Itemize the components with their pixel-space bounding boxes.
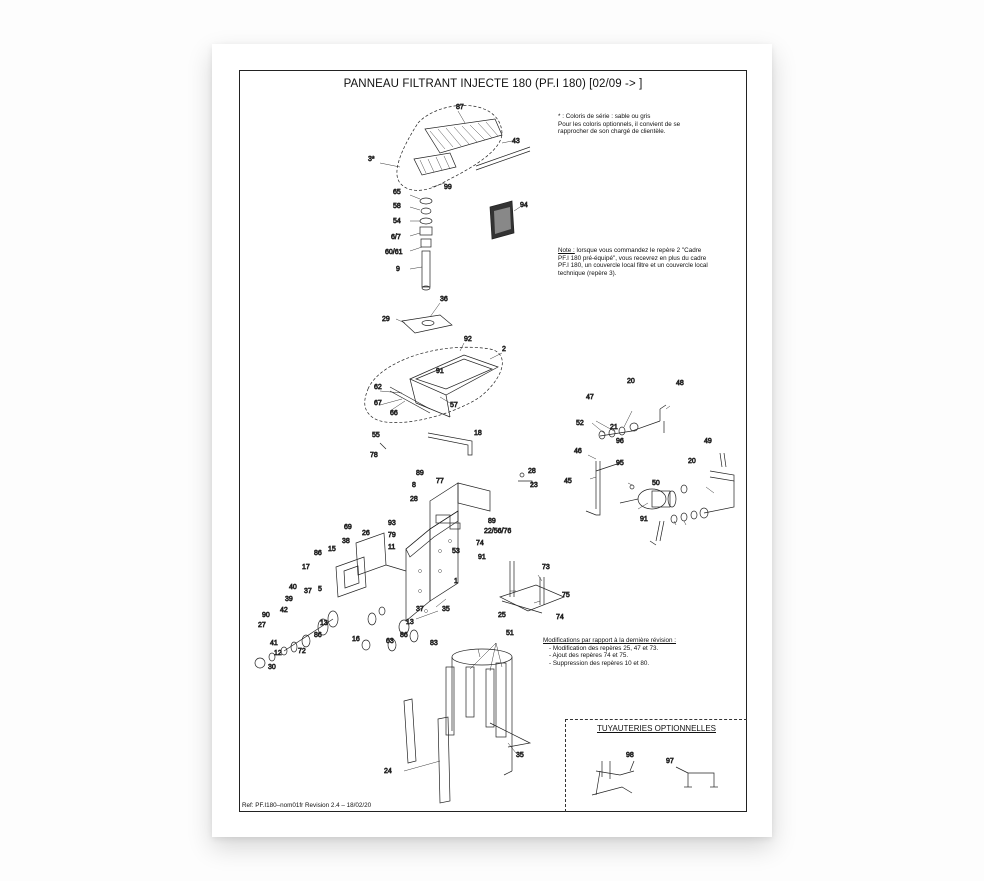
part-number-label: 89 — [416, 470, 424, 477]
part-number-label: 37 — [304, 588, 312, 595]
colour-note-line: rapprocher de son chargé de clientèle. — [558, 128, 666, 136]
part-number-label: 2 — [502, 346, 506, 353]
part-number-label: 79 — [388, 532, 396, 539]
part-number-label: 89 — [488, 518, 496, 525]
part-number-label: 74 — [476, 540, 484, 547]
part-number-label: 12 — [274, 650, 282, 657]
part-number-label: 16 — [352, 636, 360, 643]
part-number-label: 67 — [374, 400, 382, 407]
part-number-label: 11 — [388, 544, 396, 551]
colour-note-label: * : Coloris de série : sable ou gris — [558, 113, 651, 120]
colour-note-line: Pour les coloris optionnels, il convient de se — [558, 120, 681, 128]
part-number-label: 25 — [498, 612, 506, 619]
part-number-label: 91 — [640, 516, 648, 523]
optional-pipework-title: TUYAUTERIES OPTIONNELLES — [597, 724, 716, 733]
part-number-label: 65 — [393, 189, 401, 196]
part-number-label: 58 — [393, 203, 401, 210]
modifications-block — [543, 637, 676, 667]
part-number-label: 62 — [374, 384, 382, 391]
part-number-label: 38 — [342, 538, 350, 545]
part-number-label: 86 — [400, 632, 408, 639]
part-number-label: 23 — [530, 482, 538, 489]
part-number-label: 90 — [262, 612, 270, 619]
part-number-label: 95 — [616, 460, 624, 467]
part-number-label: 20 — [627, 378, 635, 385]
part-number-label: 36 — [440, 296, 448, 303]
part-number-label: 30 — [268, 664, 276, 671]
part-number-label: 29 — [382, 316, 390, 323]
exploded-view-drawing — [240, 71, 746, 811]
part-number-label: 77 — [436, 478, 444, 485]
part-number-label: 53 — [452, 548, 460, 555]
part-number-label: 21 — [610, 424, 618, 431]
part-number-label: 46 — [574, 448, 582, 455]
part-number-label: 72 — [298, 648, 306, 655]
part-number-label: 86 — [314, 632, 322, 639]
part-number-label: 35 — [442, 606, 450, 613]
reference-footer: Ref: PF.I180–nom01fr Revision 2.4 – 18/02/20 — [242, 802, 372, 809]
part-number-label: 49 — [704, 438, 712, 445]
part-number-label: 73 — [542, 564, 550, 571]
part-number-label: 28 — [410, 496, 418, 503]
part-number-label: 20 — [688, 458, 696, 465]
part-number-label: 91 — [436, 368, 444, 375]
order-note-line: technique (repère 3). — [558, 269, 617, 277]
part-number-label: 8 — [412, 482, 416, 489]
document-sheet — [212, 44, 772, 837]
drawing-frame — [239, 70, 747, 812]
part-number-label: 42 — [280, 607, 288, 614]
colour-note — [558, 113, 680, 136]
part-number-label: 40 — [289, 584, 297, 591]
part-number-label: 52 — [576, 420, 584, 427]
page-title: PANNEAU FILTRANT INJECTE 180 (PF.I 180) [02/09 -> ] — [343, 78, 643, 90]
optional-pipework-box — [565, 719, 747, 812]
part-number-label: 92 — [464, 336, 472, 343]
part-number-label: 27 — [258, 622, 266, 629]
part-number-label: 74 — [556, 614, 564, 621]
part-number-label: 17 — [302, 564, 310, 571]
part-number-label: 50 — [652, 480, 660, 487]
part-number-label: 3* — [368, 156, 375, 163]
order-note — [558, 247, 708, 277]
order-note-line: PF.I 180 pré-équipé", vous recevrez en plus du cadre — [558, 254, 707, 262]
part-number-label: 69 — [344, 524, 352, 531]
part-number-label: 15 — [328, 546, 336, 553]
part-number-label: 60/61 — [385, 249, 403, 256]
part-number-label: 35 — [516, 752, 524, 759]
part-number-label: 43 — [512, 138, 520, 145]
part-number-label: 6/7 — [391, 234, 401, 241]
part-number-label: 87 — [456, 104, 464, 111]
part-number-label: 63 — [386, 638, 394, 645]
part-number-label: 45 — [564, 478, 572, 485]
modification-item: - Modification des repères 25, 47 et 73. — [549, 644, 659, 652]
part-number-label: 26 — [362, 530, 370, 537]
part-number-label: 51 — [506, 630, 514, 637]
modification-item: - Ajout des repères 74 et 75. — [549, 652, 629, 660]
part-number-label: 99 — [444, 184, 452, 191]
part-number-label: 91 — [478, 554, 486, 561]
part-number-label: 24 — [384, 768, 392, 775]
part-number-label: 83 — [430, 640, 438, 647]
order-note-line: PF.I 180, un couvercle local filtre et un couvercle local — [558, 262, 708, 270]
part-number-label: 97 — [666, 758, 674, 765]
part-number-label: 75 — [562, 592, 570, 599]
part-number-label: 86 — [314, 550, 322, 557]
part-number-label: 18 — [474, 430, 482, 437]
modification-item: - Suppression des repères 10 et 80. — [549, 659, 650, 667]
part-number-label: 94 — [520, 202, 528, 209]
part-number-label: 78 — [370, 452, 378, 459]
part-number-label: 41 — [270, 640, 278, 647]
part-number-label: 22/56/76 — [484, 528, 512, 535]
part-number-label: 96 — [616, 438, 624, 445]
part-number-label: 54 — [393, 218, 401, 225]
part-number-label: 13 — [406, 619, 414, 626]
part-number-label: 47 — [586, 394, 594, 401]
modifications-title: Modifications par rapport à la dernière révision : — [543, 637, 677, 644]
part-number-label: 5 — [318, 586, 322, 593]
part-number-label: 48 — [676, 380, 684, 387]
part-number-label: 13 — [320, 620, 328, 627]
part-number-label: 93 — [388, 520, 396, 527]
part-number-label: 9 — [396, 266, 400, 273]
part-number-label: 98 — [626, 752, 634, 759]
part-number-label: 57 — [450, 402, 458, 409]
part-number-label: 37 — [416, 606, 424, 613]
part-number-label: 55 — [372, 432, 380, 439]
order-note-label: Note : — [558, 247, 575, 254]
part-number-label: 39 — [285, 596, 293, 603]
part-number-label: 28 — [528, 468, 536, 475]
part-number-label: 1 — [454, 578, 458, 585]
part-number-label: 66 — [390, 410, 398, 417]
order-note-line: lorsque vous commandez le repère 2 "Cadre — [574, 247, 702, 254]
